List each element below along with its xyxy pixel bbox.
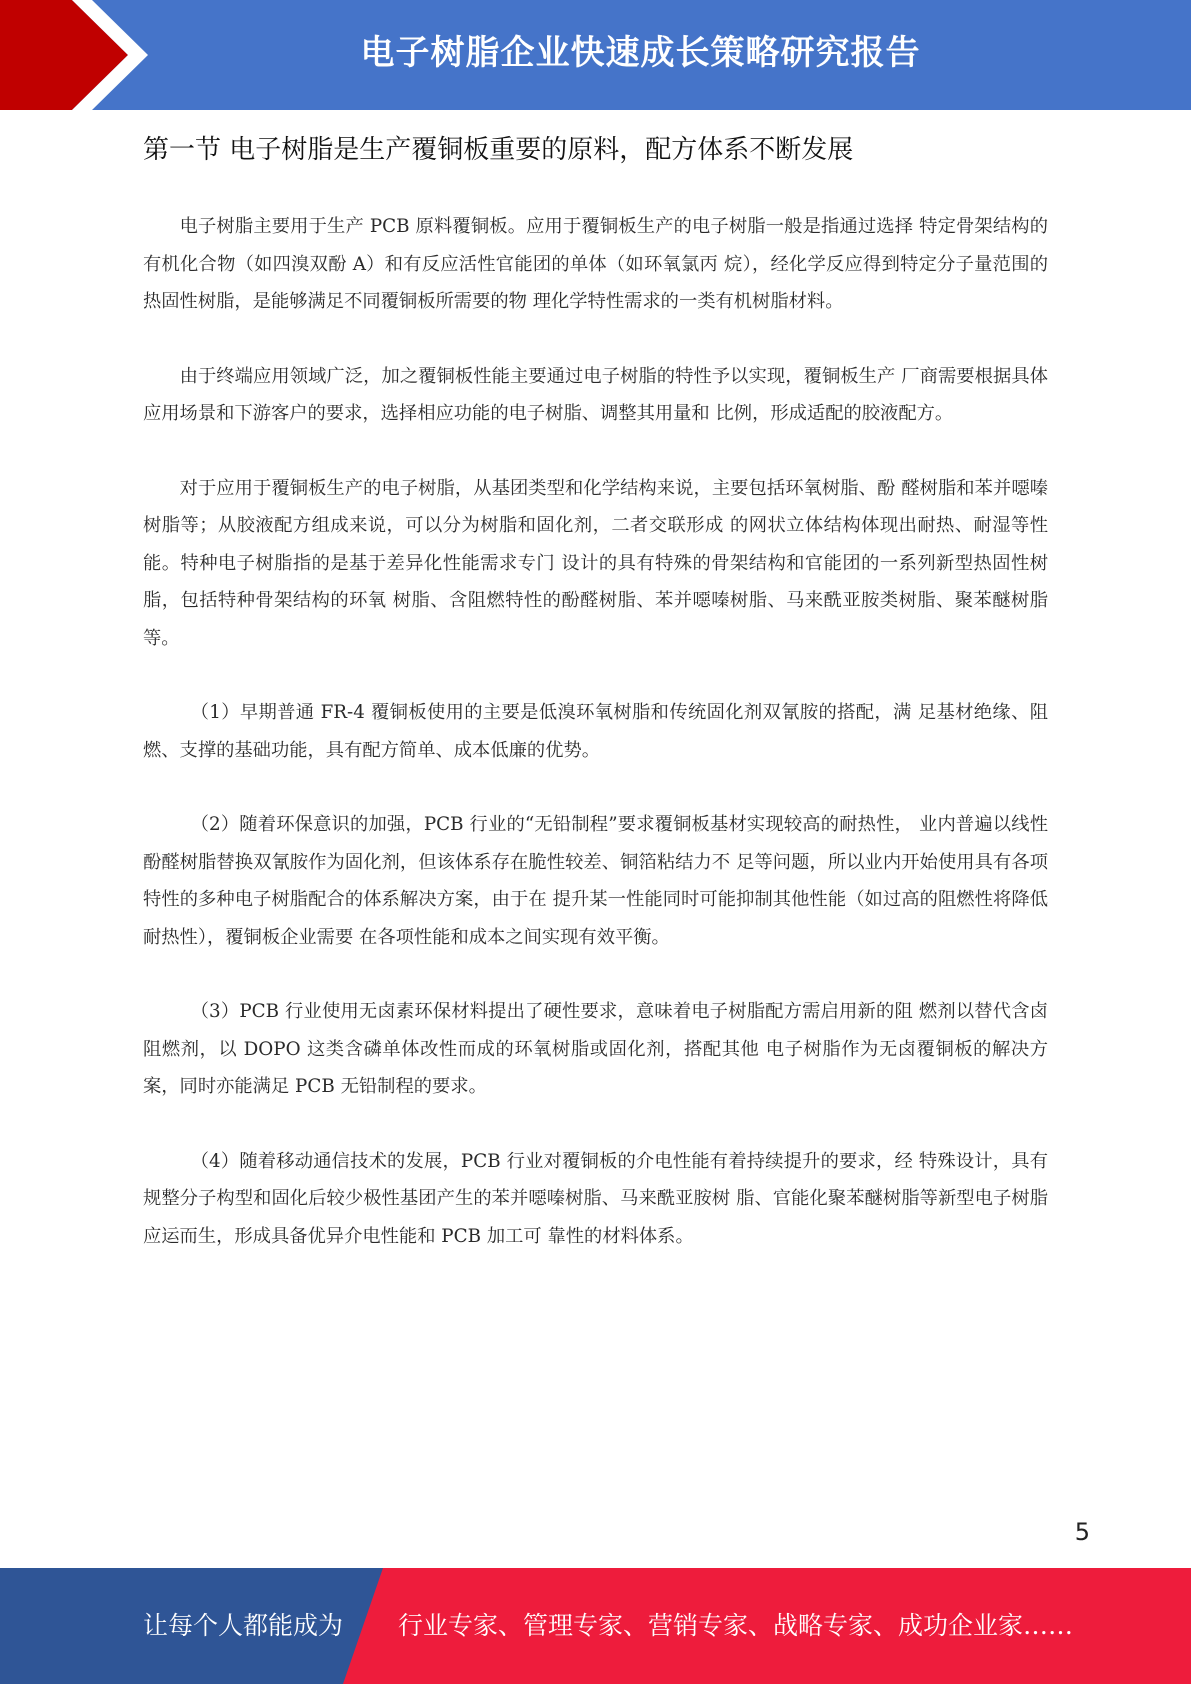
- body-paragraphs: [143, 208, 1048, 1255]
- footer-banner: [0, 1568, 1191, 1684]
- footer-slogan-right: 行业专家、管理专家、营销专家、战略专家、成功企业家……: [398, 1611, 1074, 1640]
- paragraph-item-1: （1）早期普通 FR-4 覆铜板使用的主要是低溴环氧树脂和传统固化剂双氰胺的搭配，满 足基材绝缘、阻燃、支撑的基础功能，具有配方简单、成本低廉的优势。: [143, 702, 1048, 761]
- header-arrow-red: [0, 0, 128, 110]
- paragraph: 由于终端应用领域广泛，加之覆铜板性能主要通过电子树脂的特性予以实现，覆铜板生产 厂商需要根据具体应用场景和下游客户的要求，选择相应功能的电子树脂、调整其用量和 比例，形成适配的胶液配方。: [143, 365, 1048, 424]
- footer-slogan-left: 让每个人都能成为: [143, 1611, 344, 1640]
- document-title: 电子树脂企业快速成长策略研究报告: [360, 33, 921, 73]
- paragraph-item-3: （3）PCB 行业使用无卤素环保材料提出了硬性要求，意味着电子树脂配方需启用新的阻 燃剂以替代含卤阻燃剂，以 DOPO 这类含磷单体改性而成的环氧树脂或固化剂，搭配其他 电子树脂作为无卤覆铜板的解决方案，同时亦能满足 PCB 无铅制程的要求。: [143, 1001, 1048, 1097]
- section-title: 第一节 电子树脂是生产覆铜板重要的原料，配方体系不断发展: [143, 135, 854, 165]
- page-number: 5: [1074, 1518, 1090, 1546]
- paragraph-item-4: （4）随着移动通信技术的发展，PCB 行业对覆铜板的介电性能有着持续提升的要求，经 特殊设计，具有规整分子构型和固化后较少极性基团产生的苯并噁嗪树脂、马来酰亚胺树 脂、官能化聚苯醚树脂等新型电子树脂应运而生，形成具备优异介电性能和 PCB 加工可 靠性的材料体系。: [143, 1150, 1048, 1247]
- header-banner: [0, 0, 1191, 110]
- paragraph: 电子树脂主要用于生产 PCB 原料覆铜板。应用于覆铜板生产的电子树脂一般是指通过选择 特定骨架结构的有机化合物（如四溴双酚 A）和有反应活性官能团的单体（如环氧氯丙 烷），经化学反应得到特定分子量范围的热固性树脂，是能够满足不同覆铜板所需要的物 理化学特性需求的一类有机树脂材料。: [143, 216, 1048, 312]
- header-arrow-decoration: [0, 0, 160, 110]
- paragraph-item-2: （2）随着环保意识的加强，PCB 行业的“无铅制程”要求覆铜板基材实现较高的耐热性， 业内普遍以线性酚醛树脂替换双氰胺作为固化剂，但该体系存在脆性较差、铜箔粘结力不 足等问题，所以业内开始使用具有各项特性的多种电子树脂配合的体系解决方案，由于在 提升某一性能同时可能抑制其他性能（如过高的阻燃性将降低耐热性），覆铜板企业需要 在各项性能和成本之间实现有效平衡。: [143, 814, 1048, 948]
- main-content: [143, 128, 1048, 1292]
- paragraph: 对于应用于覆铜板生产的电子树脂，从基团类型和化学结构来说，主要包括环氧树脂、酚 醛树脂和苯并噁嗪树脂等；从胶液配方组成来说，可以分为树脂和固化剂，二者交联形成 的网状立体结构体现出耐热、耐湿等性能。特种电子树脂指的是基于差异化性能需求专门 设计的具有特殊的骨架结构和官能团的一系列新型热固性树脂，包括特种骨架结构的环氧 树脂、含阻燃特性的酚醛树脂、苯并噁嗪树脂、马来酰亚胺类树脂、聚苯醚树脂等。: [143, 477, 1048, 649]
